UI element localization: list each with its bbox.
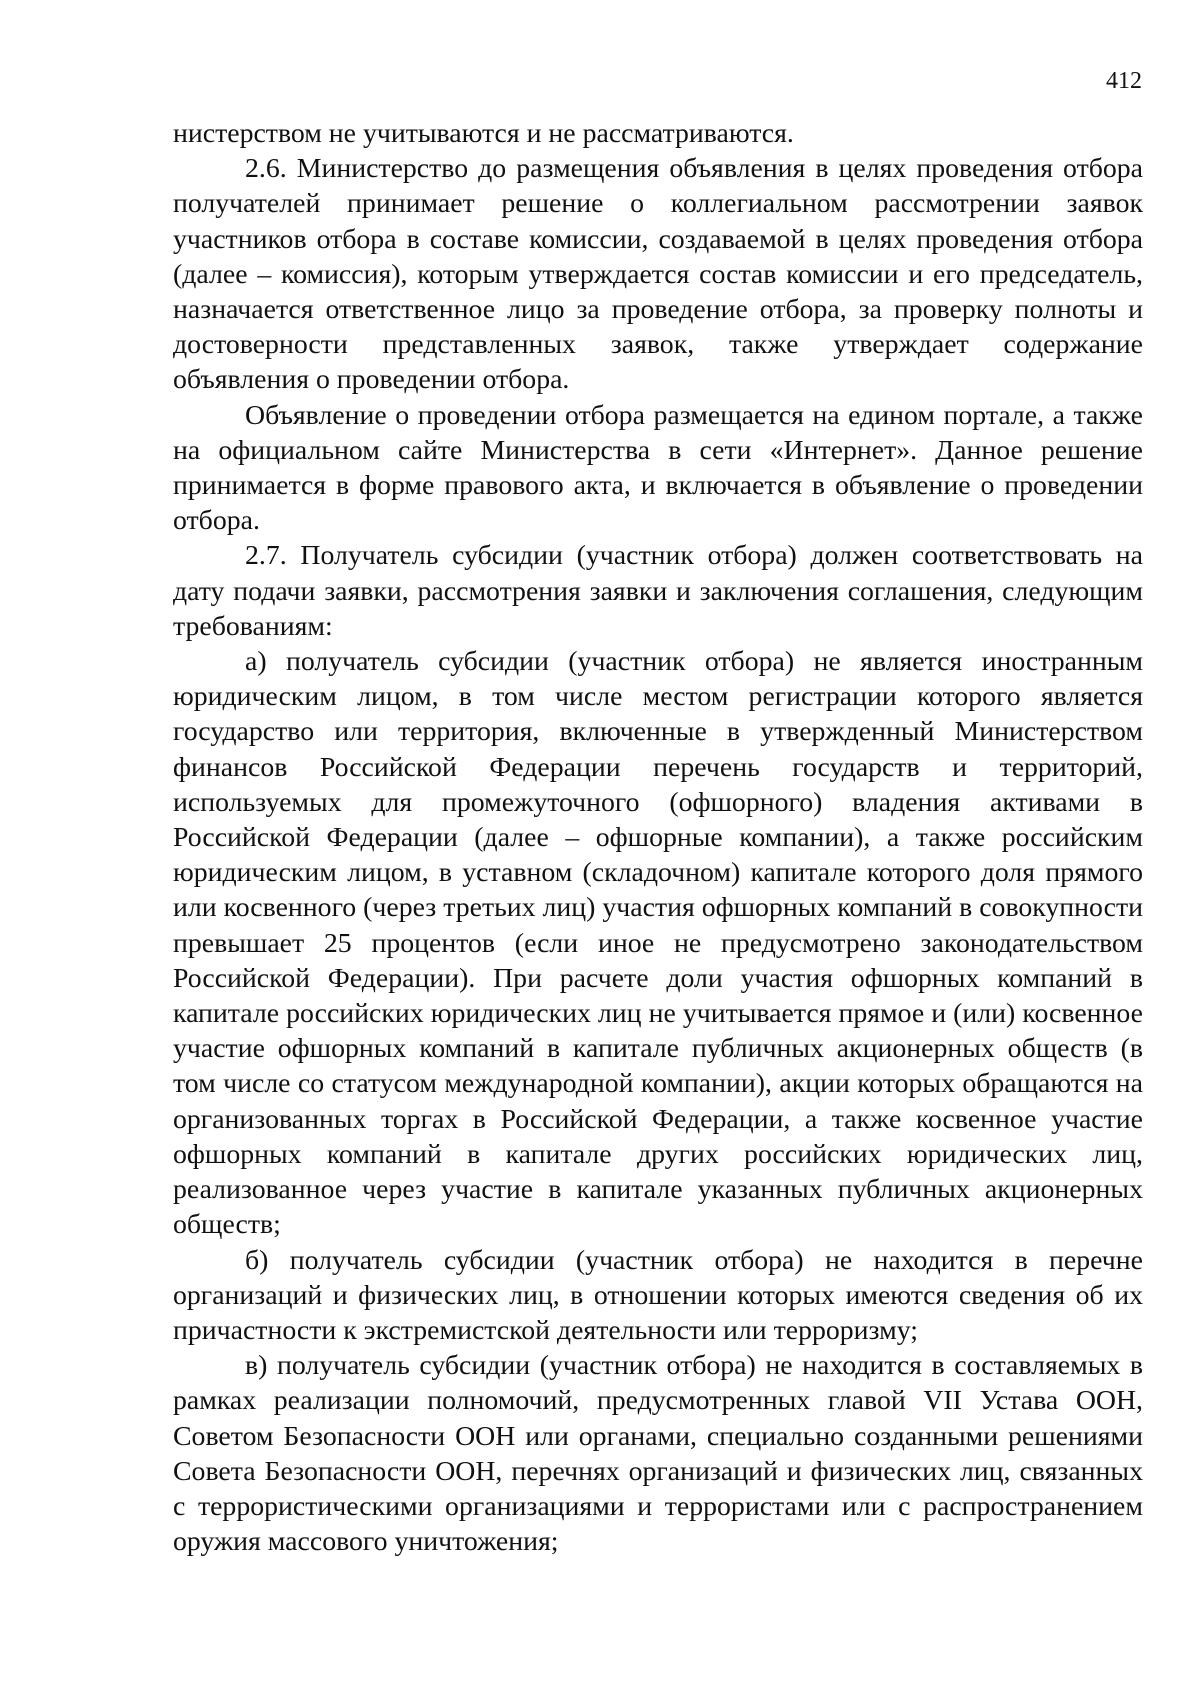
paragraph-continuation: нистерством не учитываются и не рассматриваются.: [173, 118, 794, 149]
paragraph-2-6: 2.6. Министерство до размещения объявления в целях проведения отбора получателей принимает решение о коллегиальном рассмотрении заявок участников отбора в составе комиссии, создаваемой в целях проведения отбора (далее – комиссия), которым утверждается состав комиссии и его председатель, назначается ответственное лицо за проведение отбора, за проверку полноты и достоверности представленных заявок, также утверждает содержание объявления о проведении отбора.: [173, 153, 1143, 396]
paragraph-announcement: Объявление о проведении отбора размещается на едином портале, а также на официальном сайте Министерства в сети «Интернет». Данное решение принимается в форме правового акта, и включается в объявление о проведении отбора.: [173, 399, 1143, 537]
paragraph-2-7: 2.7. Получатель субсидии (участник отбора) должен соответствовать на дату подачи заявки, рассмотрения заявки и заключения соглашения, следующим требованиям:: [173, 540, 1143, 642]
page-number: 412: [1106, 68, 1142, 94]
paragraph-item-a: а) получатель субсидии (участник отбора) не является иностранным юридическим лицом, в том числе местом регистрации которого является государство или территория, включенные в утвержденный Министерством финансов Российской Федерации перечень государств и территорий, используемых для промежуточного (офшорного) владения активами в Российской Федерации (далее – офшорные компании), а также российским юридическим лицом, в уставном (складочном) капитале которого доля прямого или косвенного (через третьих лиц) участия офшорных компаний в совокупности превышает 25 процентов (если иное не предусмотрено законодательством Российской Федерации). При расчете доли участия офшорных компаний в капитале российских юридических лиц не учитывается прямое и (или) косвенное участие офшорных компаний в капитале публичных акционерных обществ (в том числе со статусом международной компании), акции которых обращаются на организованных торгах в Российской Федерации, а также косвенное участие офшорных компаний в капитале других российских юридических лиц, реализованное через участие в капитале указанных публичных акционерных обществ;: [173, 646, 1143, 1241]
paragraph-item-v: в) получатель субсидии (участник отбора) не находится в составляемых в рамках реализации полномочий, предусмотренных главой VII Устава ООН, Советом Безопасности ООН или органами, специально созданными решениями Совета Безопасности ООН, перечнях организаций и физических лиц, связанных с террористическими организациями и террористами или с распространением оружия массового уничтожения;: [173, 1350, 1143, 1558]
document-body: [173, 116, 1143, 1559]
paragraph-item-b: б) получатель субсидии (участник отбора) не находится в перечне организаций и физических лиц, в отношении которых имеются сведения об их причастности к экстремистской деятельности или терроризму;: [173, 1244, 1143, 1346]
